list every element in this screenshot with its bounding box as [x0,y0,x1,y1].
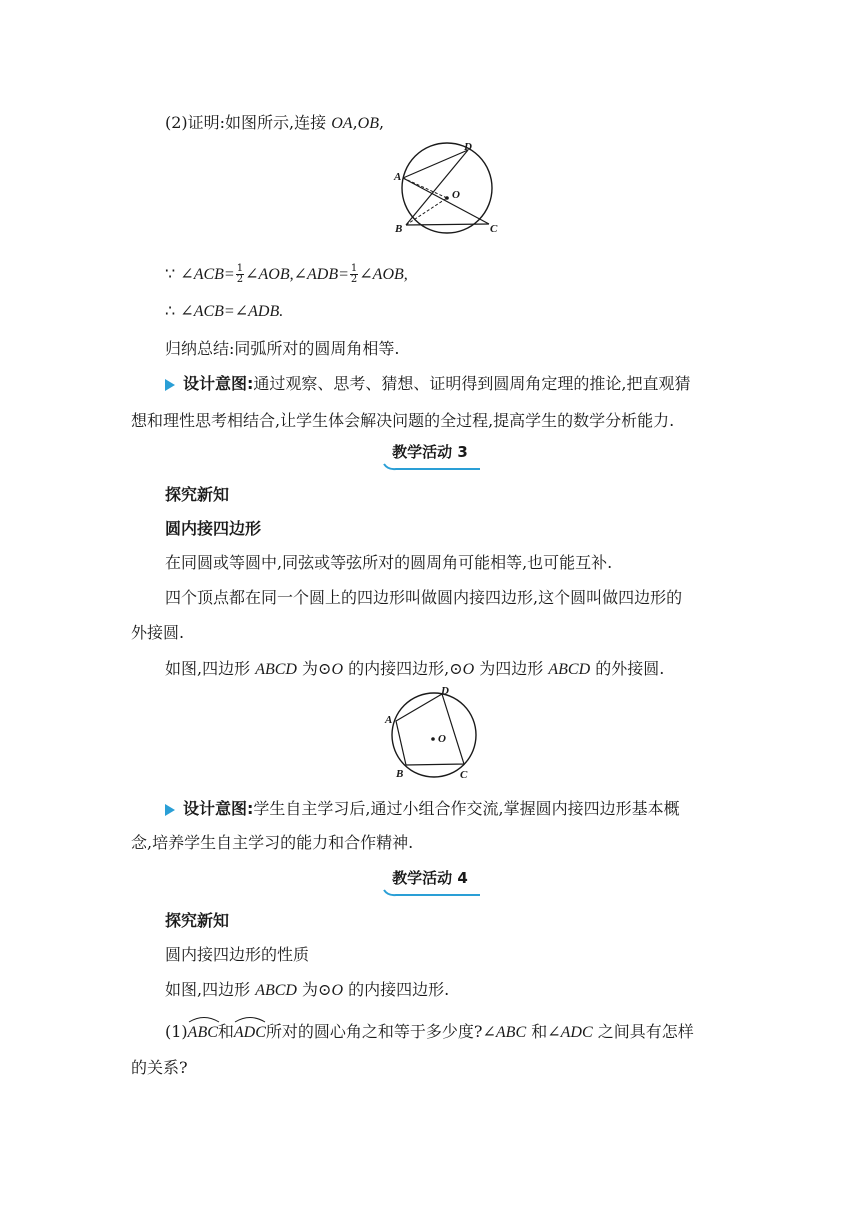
design-intent-1-cont: 想和理性思考相结合,让学生体会解决问题的全过程,提高学生的数学分析能力. [131,411,675,430]
fig2-label-c: C [460,769,468,781]
fig2-label-a: A [385,714,393,726]
fig2-label-b: B [396,768,404,780]
design-intent-2: 设计意图:学生自主学习后,通过小组合作交流,掌握圆内接四边形基本概 [165,798,680,820]
design-intent-1: 设计意图:通过观察、思考、猜想、证明得到圆周角定理的推论,把直观猜 [165,373,691,395]
because-line: ∵ ∠ACB= $\frac{1}{2}$ ∠AOB,∠ADB= $\frac{1}{2}$ ∠AOB, [165,263,408,285]
activity-4-question-1: (1) ABC和 ADC所对的圆心角之和等于多少度?∠ABC 和∠ADC 之间具有怎样 [165,1021,694,1044]
proof-intro: (2)证明:如图所示,连接 OA,OB, [165,113,385,132]
activity-4-question-1-cont: 的关系? [131,1058,188,1077]
fig2-label-d: D [441,685,449,697]
fig2-label-o: O [438,733,446,745]
summary-text: 归纳总结:同弧所对的圆周角相等. [165,339,400,358]
therefore-line: ∴ ∠ACB=∠ADB. [165,301,284,320]
activity-3-p1: 在同圆或等圆中,同弦或等弦所对的圆周角可能相等,也可能互补. [165,553,613,572]
fig1-label-o: O [452,189,460,201]
activity-4-badge: 教学活动 4 [0,867,860,892]
triangle-marker-icon [165,379,175,391]
activity-4-heading: 探究新知 [165,911,230,930]
fraction-half: $\frac{1}{2}$ [350,263,358,285]
arc-mark [188,1015,220,1023]
activity-3-badge: 教学活动 3 [0,441,860,466]
fraction-half: $\frac{1}{2}$ [236,263,244,285]
arc-adc: ADC [234,1021,266,1044]
triangle-marker-icon [165,804,175,816]
activity-4-p1: 如图,四边形 ABCD 为⊙O 的内接四边形. [165,980,450,999]
fig1-label-c: C [490,223,498,235]
activity-3-subheading: 圆内接四边形 [165,519,262,538]
inscribed-quadrilateral-figure [382,685,482,785]
arc-abc: ABC [188,1021,218,1044]
arc-mark [234,1015,266,1023]
fig1-label-b: B [395,223,403,235]
activity-4-subheading: 圆内接四边形的性质 [165,945,310,964]
circle-figure-angles [390,140,505,240]
design-intent-2-cont: 念,培养学生自主学习的能力和合作精神. [131,833,414,852]
activity-3-heading: 探究新知 [165,485,230,504]
badge-underline [382,888,482,898]
activity-3-p3: 如图,四边形 ABCD 为⊙O 的内接四边形,⊙O 为四边形 ABCD 的外接圆. [165,659,665,678]
activity-3-p2: 四个顶点都在同一个圆上的四边形叫做圆内接四边形,这个圆叫做四边形的 [165,588,683,607]
badge-underline [382,462,482,472]
activity-3-p2-cont: 外接圆. [131,623,185,642]
fig1-label-d: D [464,141,472,153]
fig1-label-a: A [394,171,402,183]
